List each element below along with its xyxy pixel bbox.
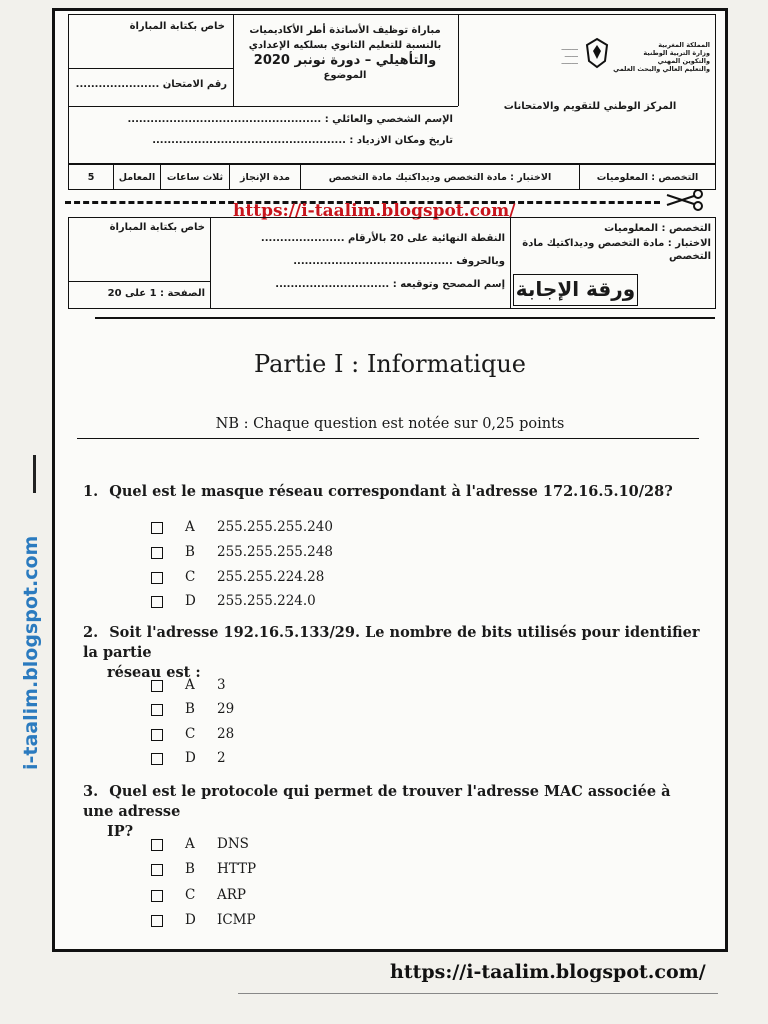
option-value: 255.255.224.28 bbox=[217, 569, 325, 585]
question-3-text-line-2: IP? bbox=[107, 823, 134, 840]
corrector-label: إسم المصحح وتوقيعه : .............................. bbox=[275, 279, 505, 290]
question-2-option-a[interactable] bbox=[151, 677, 226, 693]
birth-label: تاريخ ومكان الازدياد : ................................................... bbox=[152, 135, 453, 146]
option-value: 29 bbox=[217, 701, 235, 717]
answer-test: الاختبار : مادة التخصص وديداكتيك مادة التخصص bbox=[522, 238, 711, 262]
center-label: المركز الوطني للتقويم والامتحانات bbox=[503, 101, 677, 112]
checkbox[interactable] bbox=[151, 839, 163, 851]
header-separator bbox=[95, 317, 715, 319]
question-3-option-c[interactable] bbox=[151, 887, 246, 903]
checkbox[interactable] bbox=[151, 704, 163, 716]
option-letter: A bbox=[185, 836, 195, 852]
checkbox[interactable] bbox=[151, 572, 163, 584]
question-3-option-b[interactable] bbox=[151, 861, 257, 877]
nb-note: NB : Chaque question est notée sur 0,25 points bbox=[215, 416, 565, 432]
question-3-number: 3. bbox=[83, 783, 99, 800]
checkbox[interactable] bbox=[151, 753, 163, 765]
exam-title-line-4: الموضوع bbox=[323, 70, 367, 81]
duration-value: ثلاث ساعات bbox=[160, 164, 230, 190]
option-letter: B bbox=[185, 701, 195, 717]
side-watermark: i-taalim.blogspot.com bbox=[20, 535, 42, 770]
reserved-contest-label: خاص بكتابة المباراة bbox=[129, 21, 225, 32]
option-value: 2 bbox=[217, 750, 226, 766]
question-2 bbox=[83, 623, 703, 683]
answer-sheet-title: ورقة الإجابة bbox=[515, 277, 636, 301]
question-2-text-line-1: Soit l'adresse 192.16.5.133/29. Le nombre de bits utilisés pour identifier la partie bbox=[83, 624, 700, 661]
option-letter: C bbox=[185, 887, 196, 903]
question-2-option-b[interactable] bbox=[151, 701, 235, 717]
exam-sheet bbox=[52, 8, 728, 952]
bottom-page-edge bbox=[238, 993, 718, 994]
option-value: 28 bbox=[217, 726, 235, 742]
question-2-option-c[interactable] bbox=[151, 726, 235, 742]
question-3 bbox=[83, 782, 703, 842]
grade-digits: النقطة النهائية على 20 بالأرقام ...................... bbox=[260, 233, 505, 244]
option-letter: B bbox=[185, 544, 195, 560]
question-1-option-a[interactable] bbox=[151, 519, 333, 535]
option-letter: A bbox=[185, 519, 195, 535]
ministry-seal-text: ───── ──── ───── bbox=[561, 47, 578, 67]
grade-letters: وبالحروف .......................................... bbox=[293, 256, 505, 267]
exam-title-line-1: مباراة توظيف الأساتذة أطر الأكاديميات bbox=[249, 25, 441, 36]
scissors-icon bbox=[665, 189, 705, 211]
option-value: HTTP bbox=[217, 861, 257, 877]
question-1-option-d[interactable] bbox=[151, 593, 316, 609]
option-letter: D bbox=[185, 912, 196, 928]
question-1 bbox=[83, 482, 673, 502]
exam-title-line-2: بالنسبة للتعليم الثانوي بسلكيه الإعدادي bbox=[248, 40, 442, 51]
test-label: الاختبار : مادة التخصص وديداكتيك مادة التخصص bbox=[300, 164, 580, 190]
answer-specialty: التخصص : المعلوميات bbox=[604, 223, 711, 234]
question-1-option-c[interactable] bbox=[151, 569, 325, 585]
ministry-line-1: المملكة المغربية bbox=[658, 41, 710, 49]
question-3-option-d[interactable] bbox=[151, 912, 256, 928]
name-label: الإسم الشخصي والعائلي : ................................................... bbox=[127, 114, 453, 125]
option-letter: C bbox=[185, 726, 196, 742]
checkbox[interactable] bbox=[151, 547, 163, 559]
ministry-text bbox=[610, 41, 710, 73]
question-2-text-line-2: réseau est : bbox=[107, 664, 201, 681]
checkbox[interactable] bbox=[151, 522, 163, 534]
option-value: 255.255.224.0 bbox=[217, 593, 316, 609]
question-3-option-a[interactable] bbox=[151, 836, 249, 852]
bottom-url: https://i-taalim.blogspot.com/ bbox=[390, 961, 706, 983]
checkbox[interactable] bbox=[151, 729, 163, 741]
option-letter: D bbox=[185, 750, 196, 766]
question-1-number: 1. bbox=[83, 483, 99, 500]
question-2-number: 2. bbox=[83, 624, 99, 641]
coefficient-label: المعامل bbox=[113, 164, 161, 190]
watermark-url: https://i-taalim.blogspot.com/ bbox=[233, 201, 516, 221]
option-letter: A bbox=[185, 677, 195, 693]
answer-reserved-label: خاص بكتابة المباراة bbox=[109, 222, 205, 233]
option-value: 255.255.255.240 bbox=[217, 519, 333, 535]
option-letter: B bbox=[185, 861, 195, 877]
coefficient-value: 5 bbox=[68, 164, 114, 190]
exam-title bbox=[239, 23, 451, 83]
coat-of-arms-icon bbox=[583, 37, 611, 69]
page-label: الصفحة : 1 على 20 bbox=[107, 288, 205, 299]
nb-underline bbox=[77, 438, 699, 439]
checkbox[interactable] bbox=[151, 680, 163, 692]
checkbox[interactable] bbox=[151, 915, 163, 927]
exam-title-line-3: والتأهيلي – دورة نونبر 2020 bbox=[253, 53, 437, 68]
question-2-option-d[interactable] bbox=[151, 750, 226, 766]
option-value: 3 bbox=[217, 677, 226, 693]
option-letter: D bbox=[185, 593, 196, 609]
option-letter: C bbox=[185, 569, 196, 585]
specialty-label: التخصص : المعلوميات bbox=[579, 164, 716, 190]
question-3-text-line-1: Quel est le protocole qui permet de trouver l'adresse MAC associée à une adresse bbox=[83, 783, 671, 820]
checkbox[interactable] bbox=[151, 596, 163, 608]
part-title: Partie I : Informatique bbox=[254, 350, 526, 378]
duration-label: مدة الإنجاز bbox=[229, 164, 301, 190]
checkbox[interactable] bbox=[151, 864, 163, 876]
option-value: DNS bbox=[217, 836, 249, 852]
option-value: ICMP bbox=[217, 912, 256, 928]
ministry-line-4: والتعليم العالي والبحث العلمي bbox=[613, 65, 710, 73]
ministry-line-2: وزارة التربية الوطنية bbox=[643, 49, 710, 57]
option-value: 255.255.255.248 bbox=[217, 544, 333, 560]
checkbox[interactable] bbox=[151, 890, 163, 902]
option-value: ARP bbox=[217, 887, 246, 903]
question-1-text: Quel est le masque réseau correspondant à l'adresse 172.16.5.10/28? bbox=[109, 483, 673, 500]
margin-mark bbox=[33, 455, 36, 493]
exam-number-label: رقم الامتحان ...................... bbox=[75, 79, 227, 90]
question-1-option-b[interactable] bbox=[151, 544, 333, 560]
ministry-logo-area bbox=[465, 29, 710, 89]
ministry-line-3: والتكوين المهني bbox=[657, 57, 710, 65]
